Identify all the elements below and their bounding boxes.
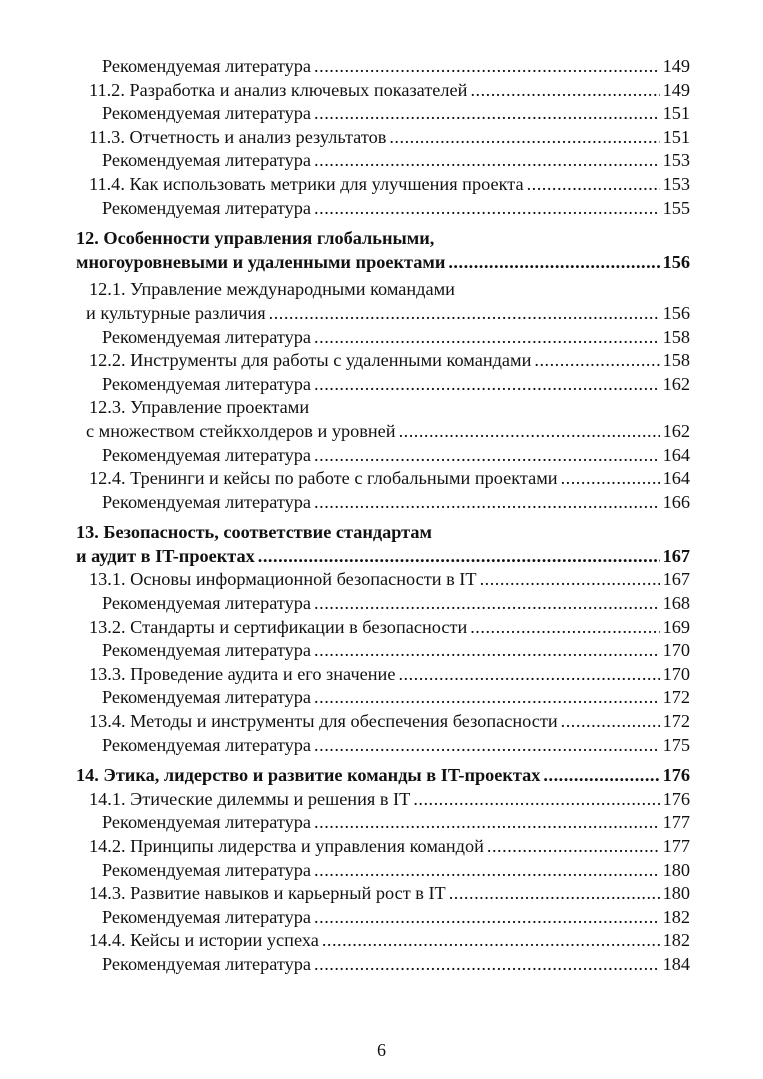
toc-entry-page: 162 — [662, 373, 690, 394]
toc-entry-page: 149 — [662, 79, 690, 100]
leader-dots — [413, 788, 659, 812]
toc-entry-page: 156 — [662, 302, 690, 323]
toc-entry-title: 12.2. Инструменты для работы с удаленными командами — [89, 350, 532, 371]
leader-dots — [314, 859, 660, 883]
toc-entry-title: Рекомендуемая литература — [102, 56, 312, 76]
toc-entry-page: 162 — [662, 420, 690, 441]
leader-dots — [470, 79, 659, 103]
toc-entry-page: 164 — [662, 444, 690, 465]
toc-entry[interactable] — [76, 149, 690, 173]
toc-entry-title: с множеством стейкхолдеров и уровней — [86, 420, 396, 441]
toc-entry[interactable] — [76, 102, 690, 126]
leader-dots — [314, 326, 660, 350]
toc-entry[interactable] — [76, 616, 690, 640]
toc-entry-title: 13.4. Методы и инструменты для обеспечения безопасности — [89, 711, 558, 732]
toc-entry[interactable] — [76, 639, 690, 663]
leader-dots — [398, 663, 659, 687]
toc-entry-page: 180 — [662, 883, 690, 904]
toc-entry-page: 153 — [662, 150, 690, 171]
toc-entry-title: Рекомендуемая литература — [102, 812, 312, 833]
leader-dots — [258, 545, 660, 569]
leader-dots — [314, 197, 660, 221]
toc-entry[interactable] — [76, 197, 690, 221]
toc-entry-title: Рекомендуемая литература — [102, 593, 312, 614]
leader-dots — [314, 491, 660, 515]
leader-dots — [389, 126, 659, 150]
page-number: 6 — [377, 1040, 386, 1060]
toc-entry-page: 182 — [662, 906, 690, 927]
toc-entry-title: многоуровневыми и удаленными проектами — [76, 251, 446, 272]
toc-entry-title: Рекомендуемая литература — [102, 687, 312, 708]
toc-entry-title: Рекомендуемая литература — [102, 640, 312, 661]
toc-entry-page: 151 — [662, 103, 690, 124]
leader-dots — [322, 929, 660, 953]
leader-dots — [314, 592, 660, 616]
table-of-contents — [76, 55, 690, 977]
toc-entry-page: 175 — [662, 734, 690, 755]
toc-entry-title: 12.4. Тренинги и кейсы по работе с глобальными проектами — [89, 468, 558, 489]
toc-chapter[interactable] — [76, 251, 690, 275]
toc-entry[interactable] — [76, 126, 690, 150]
leader-dots — [314, 55, 660, 79]
leader-dots — [561, 467, 660, 491]
toc-entry-page: 156 — [662, 251, 690, 272]
leader-dots — [314, 811, 660, 835]
toc-entry-page: 164 — [662, 468, 690, 489]
toc-entry[interactable] — [76, 929, 690, 953]
toc-entry-page: 151 — [662, 126, 690, 147]
toc-entry-title: Рекомендуемая литература — [102, 197, 312, 218]
toc-entry-page: 167 — [662, 545, 690, 566]
toc-entry-title: и аудит в IT-проектах — [76, 545, 255, 566]
toc-entry[interactable] — [76, 173, 690, 197]
toc-entry[interactable] — [76, 663, 690, 687]
toc-entry[interactable] — [76, 373, 690, 397]
leader-dots — [561, 710, 660, 734]
leader-dots — [314, 373, 660, 397]
toc-entry[interactable] — [76, 788, 690, 812]
toc-entry-page: 158 — [662, 326, 690, 347]
toc-entry-title: Рекомендуемая литература — [102, 444, 312, 465]
toc-entry-title: Рекомендуемая литература — [102, 326, 312, 347]
toc-entry-page: 149 — [662, 56, 690, 76]
leader-dots — [448, 251, 659, 275]
leader-dots — [269, 302, 660, 326]
toc-entry[interactable] — [76, 467, 690, 491]
toc-entry-page: 168 — [662, 593, 690, 614]
toc-entry-title: Рекомендуемая литература — [102, 906, 312, 927]
toc-entry-title: Рекомендуемая литература — [102, 859, 312, 880]
leader-dots — [314, 686, 660, 710]
leader-dots — [314, 639, 660, 663]
toc-entry-title: Рекомендуемая литература — [102, 734, 312, 755]
leader-dots — [399, 420, 660, 444]
leader-dots — [534, 349, 659, 373]
toc-entry-page: 176 — [662, 788, 690, 809]
toc-entry[interactable] — [76, 491, 690, 515]
toc-entry-title: и культурные различия — [86, 302, 266, 323]
toc-entry-page: 177 — [662, 812, 690, 833]
leader-dots — [470, 616, 659, 640]
toc-entry-page: 158 — [662, 350, 690, 371]
toc-entry-page: 176 — [662, 765, 690, 786]
toc-entry-page: 182 — [662, 930, 690, 951]
leader-dots — [480, 568, 660, 592]
toc-chapter[interactable] — [76, 764, 690, 788]
toc-entry[interactable] — [76, 420, 690, 444]
toc-entry[interactable] — [76, 568, 690, 592]
toc-entry-title: Рекомендуемая литература — [102, 491, 312, 512]
toc-entry-title: Рекомендуемая литература — [102, 373, 312, 394]
chapter-title-12[interactable]: 12. Особенности управления глобальными, — [76, 228, 435, 249]
toc-entry[interactable] — [76, 710, 690, 734]
toc-entry-title: Рекомендуемая литература — [102, 103, 312, 124]
toc-entry-page: 184 — [662, 953, 690, 974]
leader-dots — [487, 835, 660, 859]
leader-dots — [314, 102, 660, 126]
toc-entry-page: 170 — [662, 640, 690, 661]
chapter-title-13[interactable]: 13. Безопасность, соответствие стандартам — [76, 522, 432, 543]
toc-entry-page: 170 — [662, 663, 690, 684]
toc-entry-title: 14.1. Этические дилеммы и решения в IT — [89, 788, 411, 809]
toc-entry-title: Рекомендуемая литература — [102, 150, 312, 171]
toc-entry[interactable] — [76, 592, 690, 616]
toc-entry[interactable] — [76, 835, 690, 859]
toc-entry-page: 153 — [662, 173, 690, 194]
toc-entry-page: 180 — [662, 859, 690, 880]
leader-dots — [314, 734, 660, 758]
toc-entry-title: 14.3. Развитие навыков и карьерный рост в IT — [89, 883, 446, 904]
toc-entry-title: Рекомендуемая литература — [102, 953, 312, 974]
toc-entry-title[interactable]: 12.3. Управление проектами — [89, 397, 310, 418]
toc-entry[interactable] — [76, 953, 690, 977]
toc-entry[interactable] — [76, 55, 690, 79]
toc-entry[interactable] — [76, 686, 690, 710]
toc-entry-title: 14. Этика, лидерство и развитие команды в IT-проектах — [76, 765, 541, 786]
toc-entry[interactable] — [76, 734, 690, 758]
toc-entry-title: 11.3. Отчетность и анализ результатов — [89, 126, 387, 147]
toc-entry-title: 13.1. Основы информационной безопасности в IT — [89, 569, 477, 590]
toc-entry-page: 166 — [662, 491, 690, 512]
leader-dots — [314, 444, 660, 468]
toc-entry[interactable] — [76, 882, 690, 906]
toc-entry[interactable] — [76, 444, 690, 468]
leader-dots — [527, 173, 660, 197]
toc-entry-title: 11.4. Как использовать метрики для улучшения проекта — [89, 173, 524, 194]
toc-entry[interactable] — [76, 859, 690, 883]
toc-entry[interactable] — [76, 302, 690, 326]
leader-dots — [314, 149, 660, 173]
toc-entry-page: 177 — [662, 836, 690, 856]
toc-entry-title: 13.3. Проведение аудита и его значение — [89, 663, 396, 684]
toc-entry-page: 172 — [662, 687, 690, 708]
toc-entry[interactable] — [76, 326, 690, 350]
toc-chapter[interactable] — [76, 545, 690, 569]
toc-entry-page: 155 — [662, 197, 690, 218]
toc-entry-page: 172 — [662, 711, 690, 732]
toc-entry[interactable] — [76, 79, 690, 103]
toc-entry[interactable] — [76, 811, 690, 835]
toc-entry[interactable] — [76, 906, 690, 930]
toc-entry-page: 169 — [662, 616, 690, 637]
toc-entry-title: 14.4. Кейсы и истории успеха — [89, 930, 319, 951]
toc-entry[interactable] — [76, 349, 690, 373]
toc-entry-page: 167 — [662, 569, 690, 590]
leader-dots — [314, 953, 660, 977]
leader-dots — [449, 882, 660, 906]
toc-entry-title[interactable]: 12.1. Управление международными командами — [89, 279, 455, 300]
toc-entry-title: 13.2. Стандарты и сертификации в безопасности — [89, 616, 468, 637]
leader-dots — [543, 764, 659, 788]
toc-entry-title: 11.2. Разработка и анализ ключевых показателей — [89, 79, 468, 100]
leader-dots — [314, 906, 660, 930]
toc-entry-title: 14.2. Принципы лидерства и управления командой — [89, 836, 484, 856]
